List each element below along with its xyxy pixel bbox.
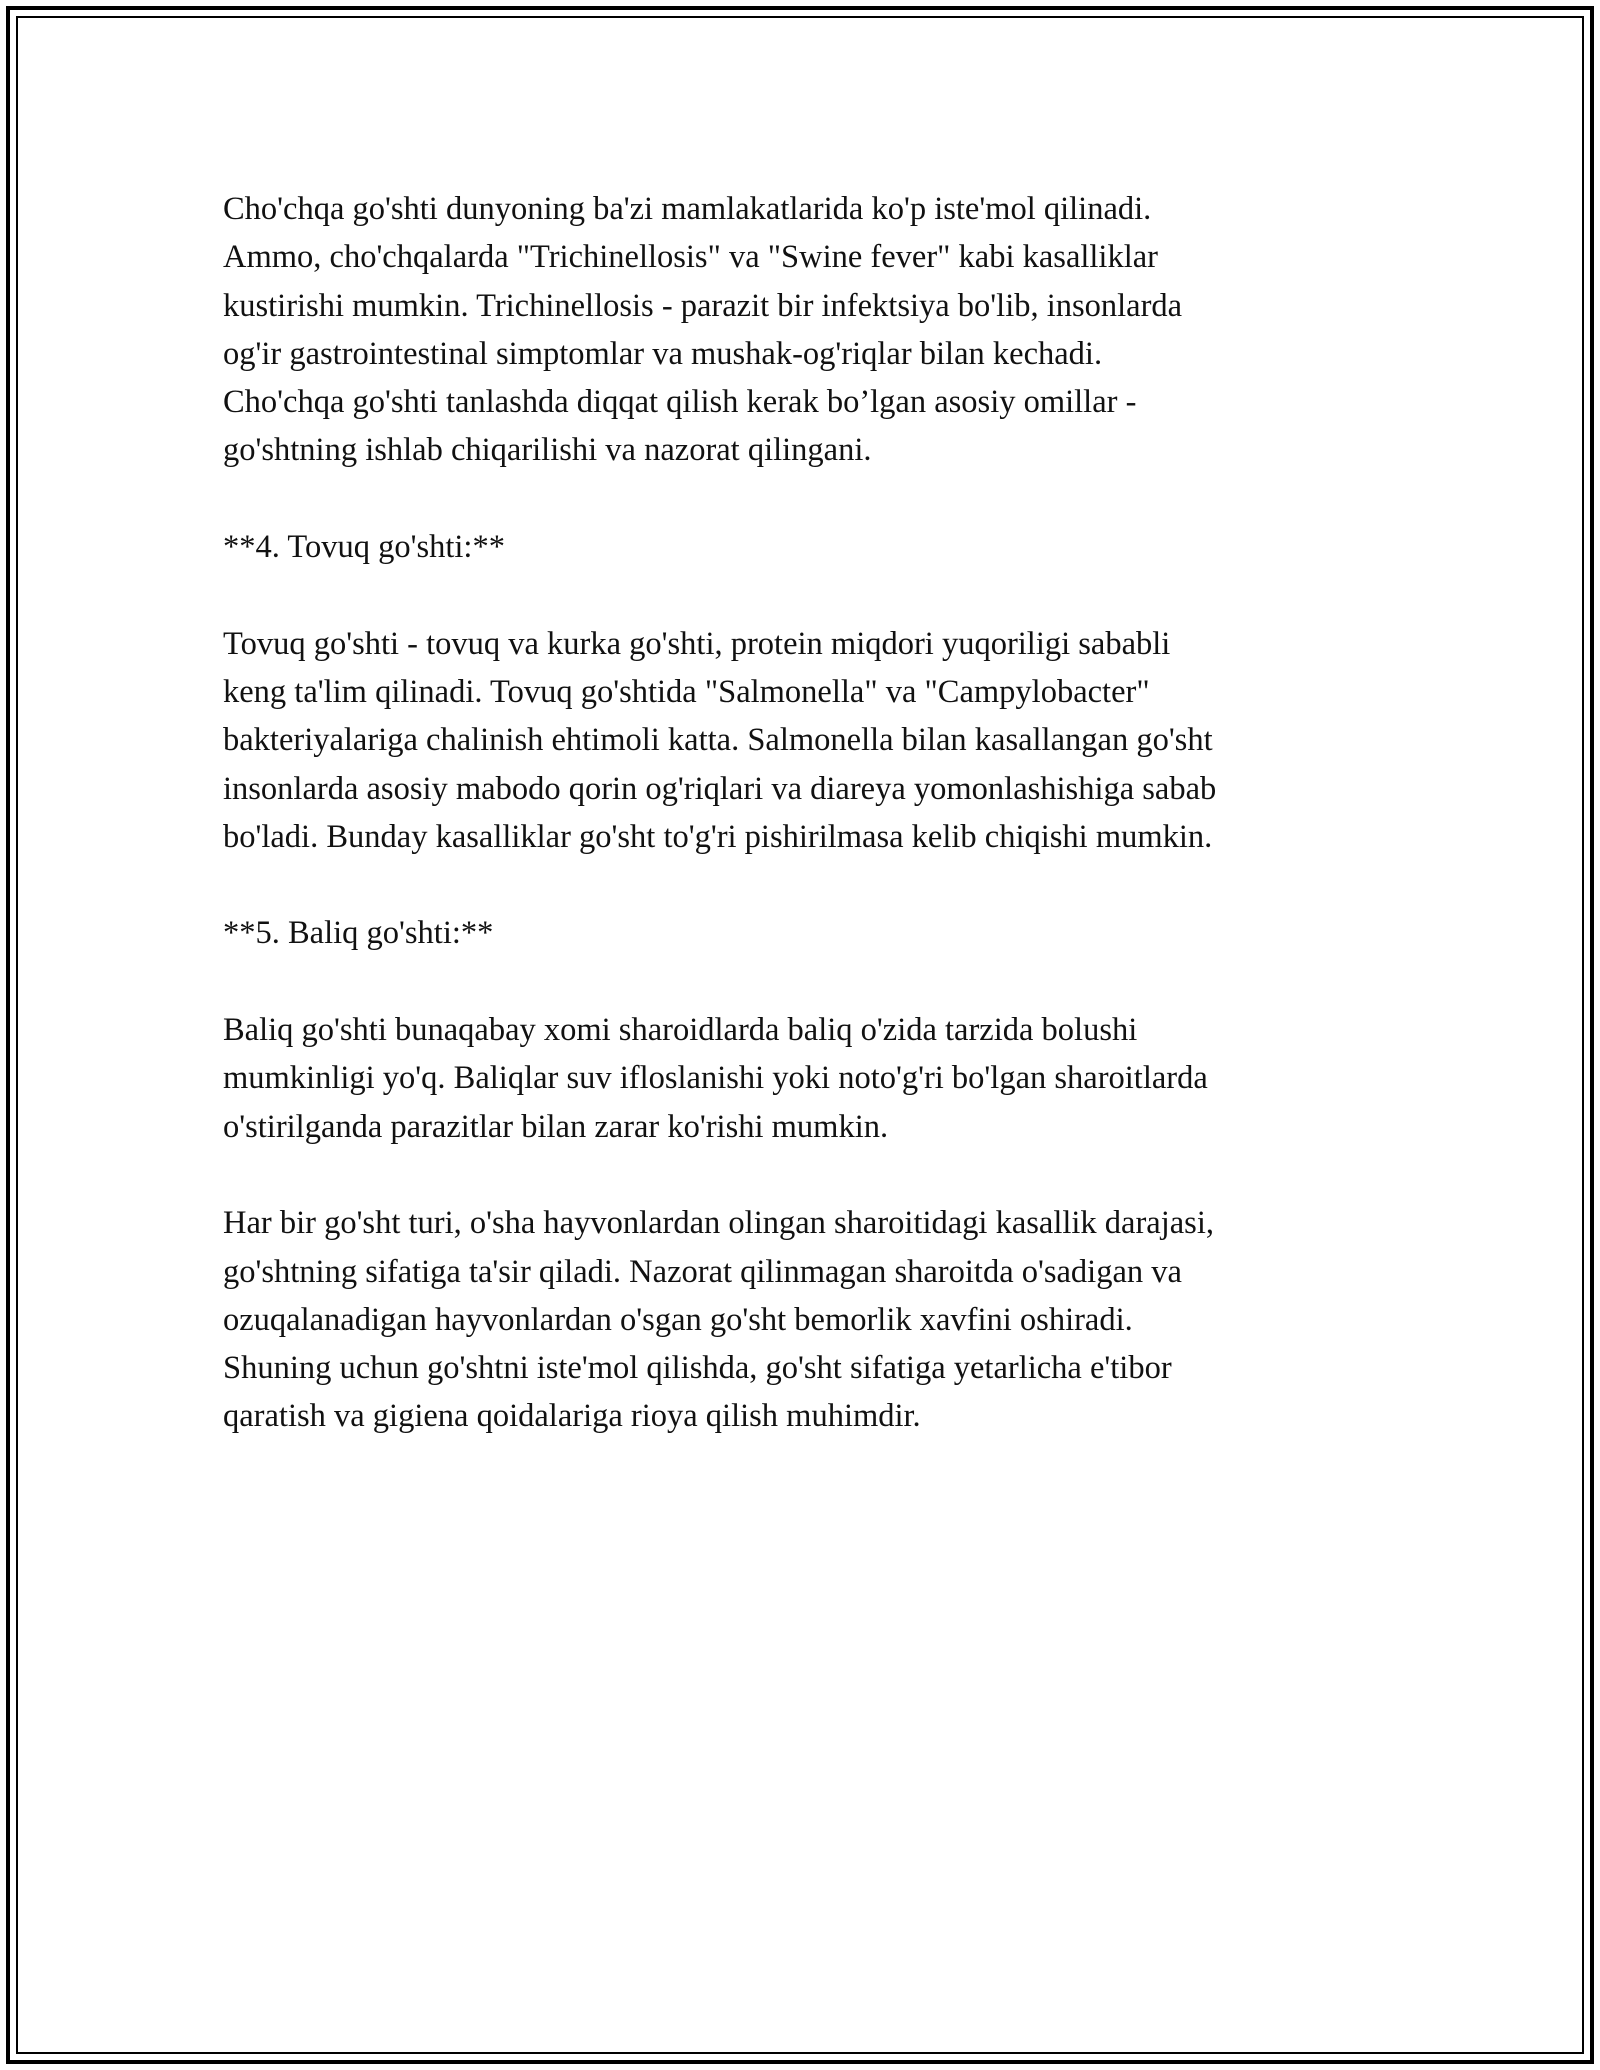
- heading-chicken: **4. Tovuq go'shti:**: [223, 529, 505, 566]
- paragraph-chicken: Tovuq go'shti - tovuq va kurka go'shti, protein miqdori yuqoriligi sababli keng ta'lim qilinadi. Tovuq go'shtida "Salmonella" va "Campylobacter" bakteriyalariga chalinish ehtimoli katta. Salmonella bilan kasallangan go'sht insonlarda asosiy mabodo qorin og'riqlari va diareya yomonlashishiga sabab bo'ladi. Bunday kasalliklar go'sht to'g'ri pishirilmasa kelib chiqishi mumkin.: [223, 625, 1217, 855]
- paragraph-fish: Baliq go'shti bunaqabay xomi sharoidlarda baliq o'zida tarzida bolushi mumkinligi yo'q. Baliqlar suv ifloslanishi yoki noto'g'ri bo'lgan sharoitlarda o'stirilganda parazitlar bilan zarar ko'rishi mumkin.: [223, 1012, 1208, 1145]
- paragraph-conclusion: Har bir go'sht turi, o'sha hayvonlardan olingan sharoitidagi kasallik darajasi, go'shtning sifatiga ta'sir qiladi. Nazorat qilinmagan sharoitda o'sadigan va ozuqalanadigan hayvonlardan o'sgan go'sht bemorlik xavfini oshiradi. Shuning uchun go'shtni iste'mol qilishda, go'sht sifatiga yetarlicha e'tibor qaratish va gigiena qoidalariga rioya qilish muhimdir.: [223, 1205, 1214, 1435]
- heading-fish: **5. Baliq go'shti:**: [223, 915, 494, 952]
- document-body: [223, 185, 1373, 1441]
- paragraph-pork: Cho'chqa go'shti dunyoning ba'zi mamlakatlarida ko'p iste'mol qilinadi. Ammo, cho'chqalarda "Trichinellosis" va "Swine fever" kabi kasalliklar kustirishi mumkin. Trichinellosis - parazit bir infektsiya bo'lib, insonlarda og'ir gastrointestinal simptomlar va mushak-og'riqlar bilan kechadi. Cho'chqa go'shti tanlashda diqqat qilish kerak bo’lgan asosiy omillar - go'shtning ishlab chiqarilishi va nazorat qilingani.: [223, 191, 1183, 469]
